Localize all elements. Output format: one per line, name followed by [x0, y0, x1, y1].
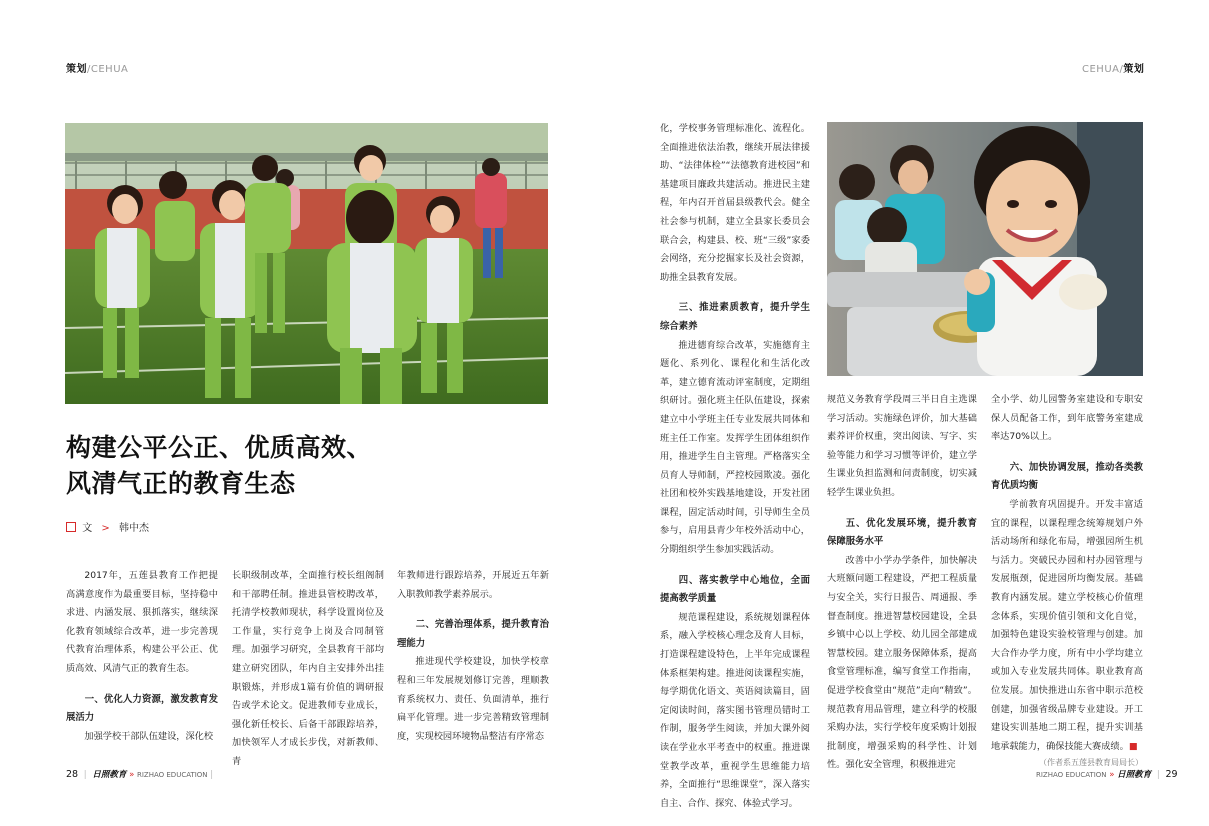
photo-children-playing [65, 123, 548, 404]
text-column-5 [827, 391, 977, 775]
running-header-left [66, 60, 128, 75]
page-number: 29 [1165, 769, 1178, 780]
page-number: 28 [66, 769, 79, 780]
section-heading-4: 四、落实教学中心地位，全面提高教学质量 [660, 574, 810, 605]
section-heading-1: 一、优化人力资源，激发教育发展活力 [66, 693, 218, 724]
paragraph: 推进现代学校建设，加快学校章程和三年发展规划修订完善，理顺教育系统权力、责任、负面清单，推行扁平化管理。进一步完善精致管理制度，实现校园环境物品整洁有序常态 [397, 656, 549, 742]
article-title [66, 430, 446, 502]
paragraph: 年教师进行跟踪培养，开展近五年新入职教师教学素养展示。 [397, 570, 549, 600]
paragraph [991, 496, 1143, 756]
text-column-1 [66, 567, 218, 746]
paragraph: 加强学校干部队伍建设，深化校 [84, 730, 214, 742]
header-separator: / [87, 64, 91, 75]
section-label-en: CEHUA [1082, 64, 1120, 75]
paragraph: 规范课程建设，系统规划课程体系，融入学校核心理念及育人目标，打造课程建设特色，上半年完成课程体系框架构建。推进阅读课程实施，每学期优化语文、英语阅读篇目，固定阅读时间，落实图书管理员错时工作制，服务学生阅读，并加大课外阅读在学业水平考查中的权重。推进课堂教学改革，重视学生思维能力培养，全面推行“思维课堂”，深入落实自主、合作、探究、体验式学习。 [660, 611, 810, 809]
footer-chevron-icon: » [1109, 770, 1115, 780]
footer-separator: | [83, 770, 87, 780]
photo-child-lunch [827, 122, 1143, 376]
byline-arrow: > [101, 523, 110, 534]
magazine-logo: 日照教育 [92, 770, 127, 780]
magazine-name-en: RIZHAO EDUCATION [137, 771, 208, 779]
section-label-en: CEHUA [90, 64, 129, 75]
header-separator: / [1119, 64, 1124, 75]
paragraph: 推进德育综合改革，实施德育主题化、系列化、课程化和生活化改革，建立德育流动评室制度，定期组织研讨。强化班主任队伍建设，探索建立中小学班主任专业发展共同体和班主任工作室。发挥学生团体组织作用，推进学生自主管理。严格落实全员育人导师制，严控校园欺凌。强化社团和校外实践基地建设，开发社团课程，固定活动时间，引导师生全员参与，启用县青少年校外活动中心，分期组织学生参加实践活动。 [660, 339, 810, 556]
section-heading-2: 二、完善治理体系，提升教育治理能力 [397, 619, 549, 649]
text-column-3 [397, 567, 549, 746]
footer-left [66, 768, 213, 780]
byline-square-icon [66, 522, 76, 532]
section-label-cn: 策划 [1123, 64, 1145, 75]
paragraph-text: 学前教育巩固提升。开发丰富适宜的课程，以课程理念统筹规划户外活动场所和绿化布局，增强园所生机与活力。突破民办园和村办园管理与发展瓶颈，促进园所均衡发展。基础教育内涵发展。建立学校核心价值理念体系，实现价值引领和文化自觉，加强特色建设实验校管理与创建。加大合作办学力度，所有中小学均建立或加入专业发展共同体。职业教育高位发展。加快推进山东省中职示范校创建，加强省级品牌专业建设。开工建设实训基地二期工程，提升实训基地承载能力，确保技能大赛成绩。 [991, 498, 1143, 752]
text-column-2 [232, 567, 384, 772]
magazine-logo: 日照教育 [1117, 770, 1152, 780]
section-label-cn: 策划 [66, 64, 87, 75]
byline [66, 519, 149, 534]
paragraph: 全小学、幼儿园警务室建设和专职安保人员配备工作，到年底警务室建成率达70%以上。 [991, 394, 1143, 443]
author-name: 韩中杰 [118, 523, 149, 534]
author-note: （作者系五莲县教育局局长） [1039, 758, 1143, 768]
footer-chevron-icon: » [129, 770, 135, 780]
end-mark-icon: ■ [1128, 740, 1138, 752]
text-column-4 [660, 120, 810, 813]
section-heading-3: 三、推进素质教育，提升学生综合素养 [660, 302, 810, 332]
text-column-6 [991, 391, 1143, 770]
paragraph: 规范义务教育学段周三半日自主选课学习活动。实施绿色评价，加大基础素养评价权重，突出阅读、写字、实验等能力和学习习惯等评价，建立学生课业负担监测和问责制度，切实减轻学生课业负担。 [827, 394, 977, 498]
running-header-right [1082, 60, 1144, 75]
footer-right [1036, 768, 1178, 780]
section-heading-5: 五、优化发展环境，提升教育保障服务水平 [827, 517, 977, 548]
paragraph: 化，学校事务管理标准化、流程化。全面推进依法治教，继续开展法律援助、“法律体检”“法德教育进校园”和基建项目廉政共建活动。推进民主建程，年内召开首届县级教代会。健全社会参与机制，建立全县家长委员会联合会，构建县、校、班“三级”家委会网络，充分挖掘家长及社会资源，助推全县教育发展。 [660, 123, 810, 283]
title-line-1: 构建公平公正、优质高效、 [66, 433, 373, 462]
footer-separator: | [1156, 770, 1160, 780]
byline-prefix: 文 [82, 523, 93, 534]
footer-separator: | [210, 770, 214, 780]
section-heading-6: 六、加快协调发展，推动各类教育优质均衡 [991, 461, 1143, 492]
paragraph: 改善中小学办学条件，加快解决大班额问题工程建设，严把工程质量与安全关，实行日报告、周通报、季督查制度。推进智慧校园建设，全县乡镇中心以上学校、幼儿园全部建成智慧校园。建立服务保障体系，提高食堂管理标准，编写食堂工作指南，促进学校食堂由“规范”走向“精致”。规范教育用品管理，建立科学的校服采购办法，实行学校年度采购计划报批制度，增强采购的科学性、计划性。强化安全管理，积极推进完 [827, 554, 977, 771]
title-line-2: 风清气正的教育生态 [66, 469, 296, 498]
magazine-name-en: RIZHAO EDUCATION [1036, 771, 1107, 779]
paragraph: 2017年，五莲县教育工作把提高满意度作为最重要目标，坚持稳中求进、内涵发展、狠抓落实，继续深化教育领域综合改革，进一步完善现代教育治理体系，构建公平公正、优质高效、风清气正的教育生态。 [66, 570, 218, 674]
paragraph: 长职级制改革，全面推行校长组阁制和干部聘任制。推进县管校聘改革，托清学校教师现状，科学设置岗位及工作量，实行竞争上岗及合同制管理。加强学习研究，全县教育干部均建立研究团队，年内自主安排外出挂职锻炼，并形成1篇有价值的调研报告或学术论文。促进教师专业成长，强化新任校长、后备干部跟踪培养，加快领军人才成长步伐，对新教师、青 [232, 570, 384, 767]
